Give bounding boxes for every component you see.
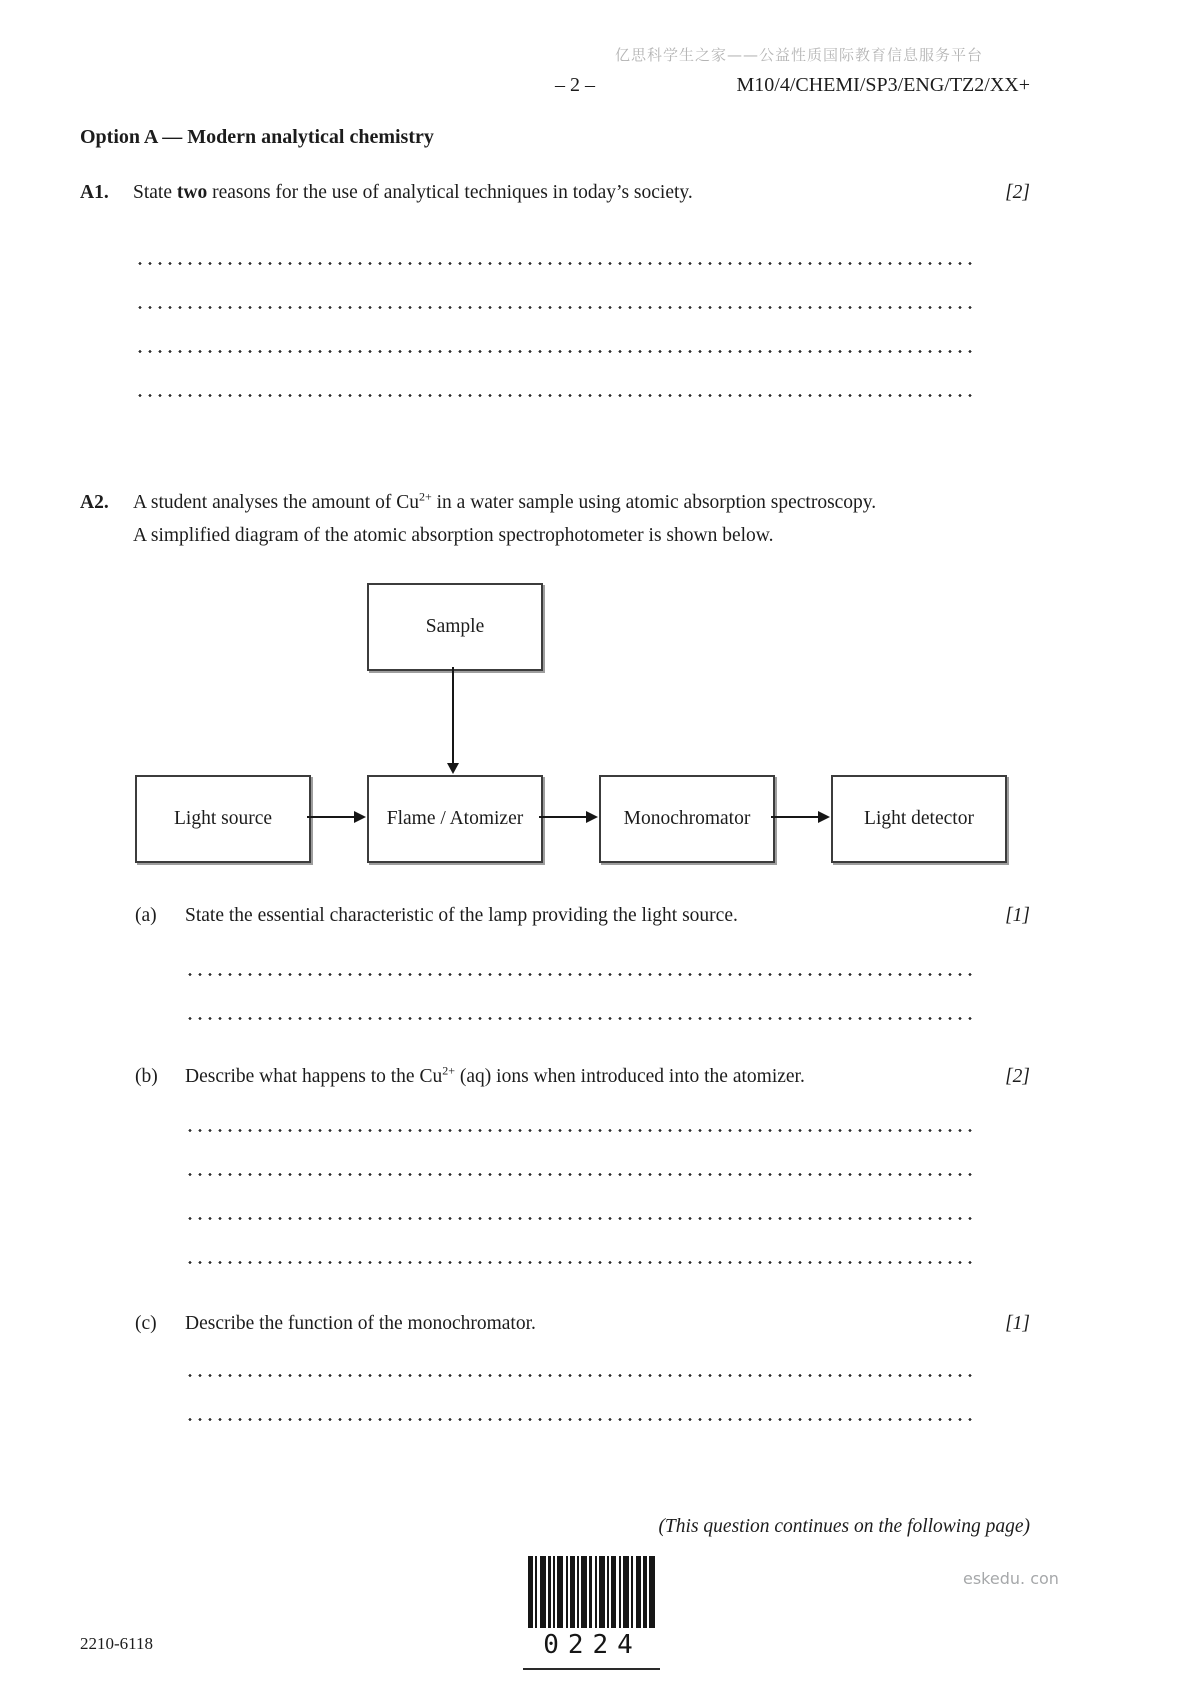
answer-line <box>185 1418 975 1421</box>
question-a2c <box>135 1311 1030 1337</box>
answer-line <box>185 1217 975 1220</box>
answer-line <box>185 973 975 976</box>
arrow-monochromator-to-detector <box>771 816 818 818</box>
question-a2c-text: Describe the function of the monochromator. <box>185 1313 536 1334</box>
question-a2-line1-suffix: in a water sample using atomic absorption spectroscopy. <box>431 492 877 513</box>
question-a1-number: A1. <box>80 182 109 203</box>
answer-line <box>185 1017 975 1020</box>
answer-line <box>185 1374 975 1377</box>
section-title: Option A — Modern analytical chemistry <box>80 126 434 148</box>
barcode <box>528 1556 655 1628</box>
diagram-box-monochromator-label: Monochromator <box>623 808 751 829</box>
answer-lines-a2b <box>185 1129 975 1305</box>
footer-watermark: eskedu. con <box>963 1569 1059 1588</box>
question-a2b <box>135 1064 1030 1090</box>
question-a2b-text <box>185 1064 991 1090</box>
question-a1 <box>80 180 1030 206</box>
question-a2-number: A2. <box>80 492 109 513</box>
question-a1-text <box>133 180 991 206</box>
page-number: – 2 – <box>555 74 595 96</box>
question-a2 <box>80 486 1030 552</box>
answer-line <box>185 1261 975 1264</box>
arrow-lightsource-to-atomizer <box>307 816 354 818</box>
question-a2-line1-prefix: A student analyses the amount of Cu <box>133 492 419 513</box>
question-a2a <box>135 903 1030 929</box>
question-a2a-label: (a) <box>135 905 157 926</box>
diagram-box-sample <box>367 583 543 671</box>
answer-lines-a2c <box>185 1374 975 1462</box>
question-a1-text-suffix: reasons for the use of analytical techniques in today’s society. <box>207 182 693 203</box>
barcode-underline <box>523 1668 660 1670</box>
document-code: 2210-6118 <box>80 1634 154 1653</box>
barcode-digits: 0224 <box>543 1630 642 1660</box>
diagram-box-monochromator <box>599 775 775 863</box>
paper-code: M10/4/CHEMI/SP3/ENG/TZ2/XX+ <box>736 74 1030 96</box>
diagram-box-light-detector-label: Light detector <box>864 808 974 829</box>
diagram-box-light-source-label: Light source <box>173 808 272 829</box>
question-a1-marks: [2] <box>1005 182 1030 203</box>
diagram-box-light-source <box>135 775 311 863</box>
answer-lines-a1 <box>135 262 975 438</box>
question-a1-text-bold: two <box>176 182 208 203</box>
diagram-box-flame-atomizer-label: Flame / Atomizer <box>386 808 524 829</box>
answer-line <box>135 306 975 309</box>
question-a2b-marks: [2] <box>1005 1066 1030 1087</box>
continuation-note: (This question continues on the following page) <box>658 1516 1030 1537</box>
arrow-atomizer-to-monochromator <box>539 816 586 818</box>
answer-lines-a2a <box>185 973 975 1061</box>
question-a2b-text-prefix: Describe what happens to the Cu <box>185 1066 443 1087</box>
question-a2-line2: A simplified diagram of the atomic absorption spectrophotometer is shown below. <box>133 525 774 546</box>
question-a2-text <box>133 486 1030 552</box>
question-a2a-marks: [1] <box>1005 905 1030 926</box>
answer-line <box>135 350 975 353</box>
answer-line <box>185 1173 975 1176</box>
question-a2b-text-suffix: (aq) ions when introduced into the atomizer. <box>455 1066 805 1087</box>
diagram-box-flame-atomizer <box>367 775 543 863</box>
cu-ion-superscript: 2+ <box>418 489 432 504</box>
diagram-box-sample-label: Sample <box>425 616 485 637</box>
diagram-box-light-detector <box>831 775 1007 863</box>
question-a2a-text: State the essential characteristic of the lamp providing the light source. <box>185 905 738 926</box>
answer-line <box>135 262 975 265</box>
cu-ion-superscript: 2+ <box>442 1063 456 1078</box>
header-watermark: 亿思科学生之家——公益性质国际教育信息服务平台 <box>614 46 983 64</box>
question-a1-text-prefix: State <box>133 182 177 203</box>
question-a2b-label: (b) <box>135 1066 158 1087</box>
answer-line <box>135 394 975 397</box>
arrow-sample-to-atomizer <box>452 667 454 763</box>
question-a2c-label: (c) <box>135 1313 157 1334</box>
question-a2c-marks: [1] <box>1005 1313 1030 1334</box>
answer-line <box>185 1129 975 1132</box>
